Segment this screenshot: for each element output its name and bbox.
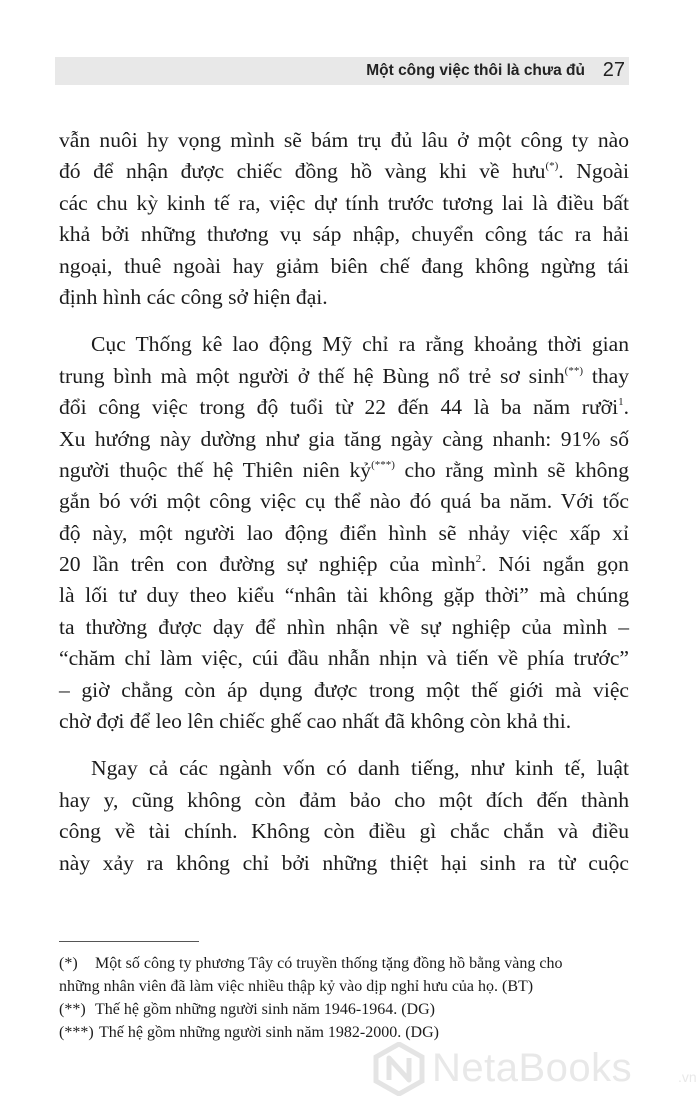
footnote-ref: (*): [545, 160, 559, 173]
footnote-3: [59, 1021, 629, 1044]
text-line: chờ đợi để leo lên chiếc ghế cao nhất đã không còn khả thi.: [59, 709, 572, 734]
text-line: là lối tư duy theo kiểu “nhân tài không gặp thời” mà chúng: [59, 583, 629, 608]
text-line: Cục Thống kê lao động Mỹ chỉ ra rằng khoảng thời gian: [91, 332, 629, 357]
text-line: 20 lần trên con đường sự nghiệp của mình$^2$. Nói ngắn gọn: [59, 552, 629, 577]
text-line: công về tài chính. Không còn điều gì chắc chắn và điều: [59, 819, 629, 844]
footnote-text: những nhân viên đã làm việc nhiều thập kỷ vào dịp nghỉ hưu của họ. (BT): [59, 978, 534, 995]
footnote-ref: (**): [564, 364, 583, 377]
text-line: định hình các công sở hiện đại.: [59, 284, 328, 309]
footnote-marker: (**): [59, 1001, 86, 1018]
text-line: hay y, cũng không còn đảm bảo cho một đích đến thành: [59, 787, 629, 812]
paragraph-3: [59, 753, 629, 879]
watermark-brand: NetaBooks: [432, 1046, 633, 1090]
netabooks-logo-icon: [372, 1042, 426, 1096]
text-line: “chăm chỉ làm việc, cúi đầu nhẫn nhịn và tiến về phía trước”: [59, 646, 629, 671]
paragraph-1: [59, 125, 629, 313]
footnote-text: Một số công ty phương Tây có truyền thống tặng đồng hồ bằng vàng cho: [95, 955, 563, 972]
text-line: vẫn nuôi hy vọng mình sẽ bám trụ đủ lâu ở một công ty nào: [59, 128, 629, 152]
text-line: khả bởi những thương vụ sáp nhập, chuyển công tác ra hải: [59, 222, 629, 247]
text-line: các chu kỳ kinh tế ra, việc dự tính trước tương lai là điều bất: [59, 190, 629, 215]
text-line: này xảy ra không chỉ bởi những thiệt hại sinh ra từ cuộc: [59, 850, 629, 875]
paragraph-2: [59, 329, 629, 737]
text-line: Ngay cả các ngành vốn có danh tiếng, như kinh tế, luật: [91, 756, 629, 781]
footnote-divider: [59, 941, 199, 942]
footnotes: [59, 952, 629, 1044]
footnote-ref: (***): [371, 458, 395, 471]
footnote-1: [59, 952, 629, 998]
running-header: [55, 57, 629, 85]
footnote-marker: (***): [59, 1024, 94, 1041]
text-line: đổi công việc trong độ tuổi từ 22 đến 44 là ba năm rưỡi$^1$.: [59, 395, 629, 420]
endnote-ref: 1: [618, 396, 624, 409]
text-line: đó để nhận được chiếc đồng hồ vàng khi về hưu(*). Ngoài: [59, 159, 629, 184]
text-line: gắn bó với một công việc cụ thể nào đó quá ba năm. Với tốc: [59, 489, 629, 514]
footnote-2: [59, 998, 629, 1021]
text-line: ngoại, thuê ngoài hay giảm biên chế đang không ngừng tái: [59, 253, 629, 278]
text-line: Xu hướng này dường như gia tăng ngày càng nhanh: 91% số: [59, 426, 629, 451]
text-line: ta thường được dạy để nhìn nhận về sự nghiệp của mình –: [59, 614, 629, 639]
footnote-text: Thế hệ gồm những người sinh năm 1982-2000. (DG): [99, 1024, 439, 1041]
text-line: người thuộc thế hệ Thiên niên kỷ(***) cho rằng mình sẽ không: [59, 457, 630, 482]
text-line: độ này, một người lao động điển hình sẽ nhảy việc xấp xỉ: [59, 520, 629, 545]
watermark-suffix: .vn: [678, 1069, 697, 1085]
text-line: – giờ chẳng còn áp dụng được trong một thế giới mà việc: [59, 677, 629, 702]
footnote-marker: (*): [59, 955, 78, 972]
footnote-text: Thế hệ gồm những người sinh năm 1946-1964. (DG): [95, 1001, 435, 1018]
running-title: Một công việc thôi là chưa đủ: [366, 62, 585, 79]
body-text: [59, 125, 629, 879]
page-number: 27: [602, 59, 625, 81]
text-line: trung bình mà một người ở thế hệ Bùng nổ trẻ sơ sinh(**) thay: [59, 363, 629, 388]
endnote-ref: 2: [475, 553, 482, 566]
